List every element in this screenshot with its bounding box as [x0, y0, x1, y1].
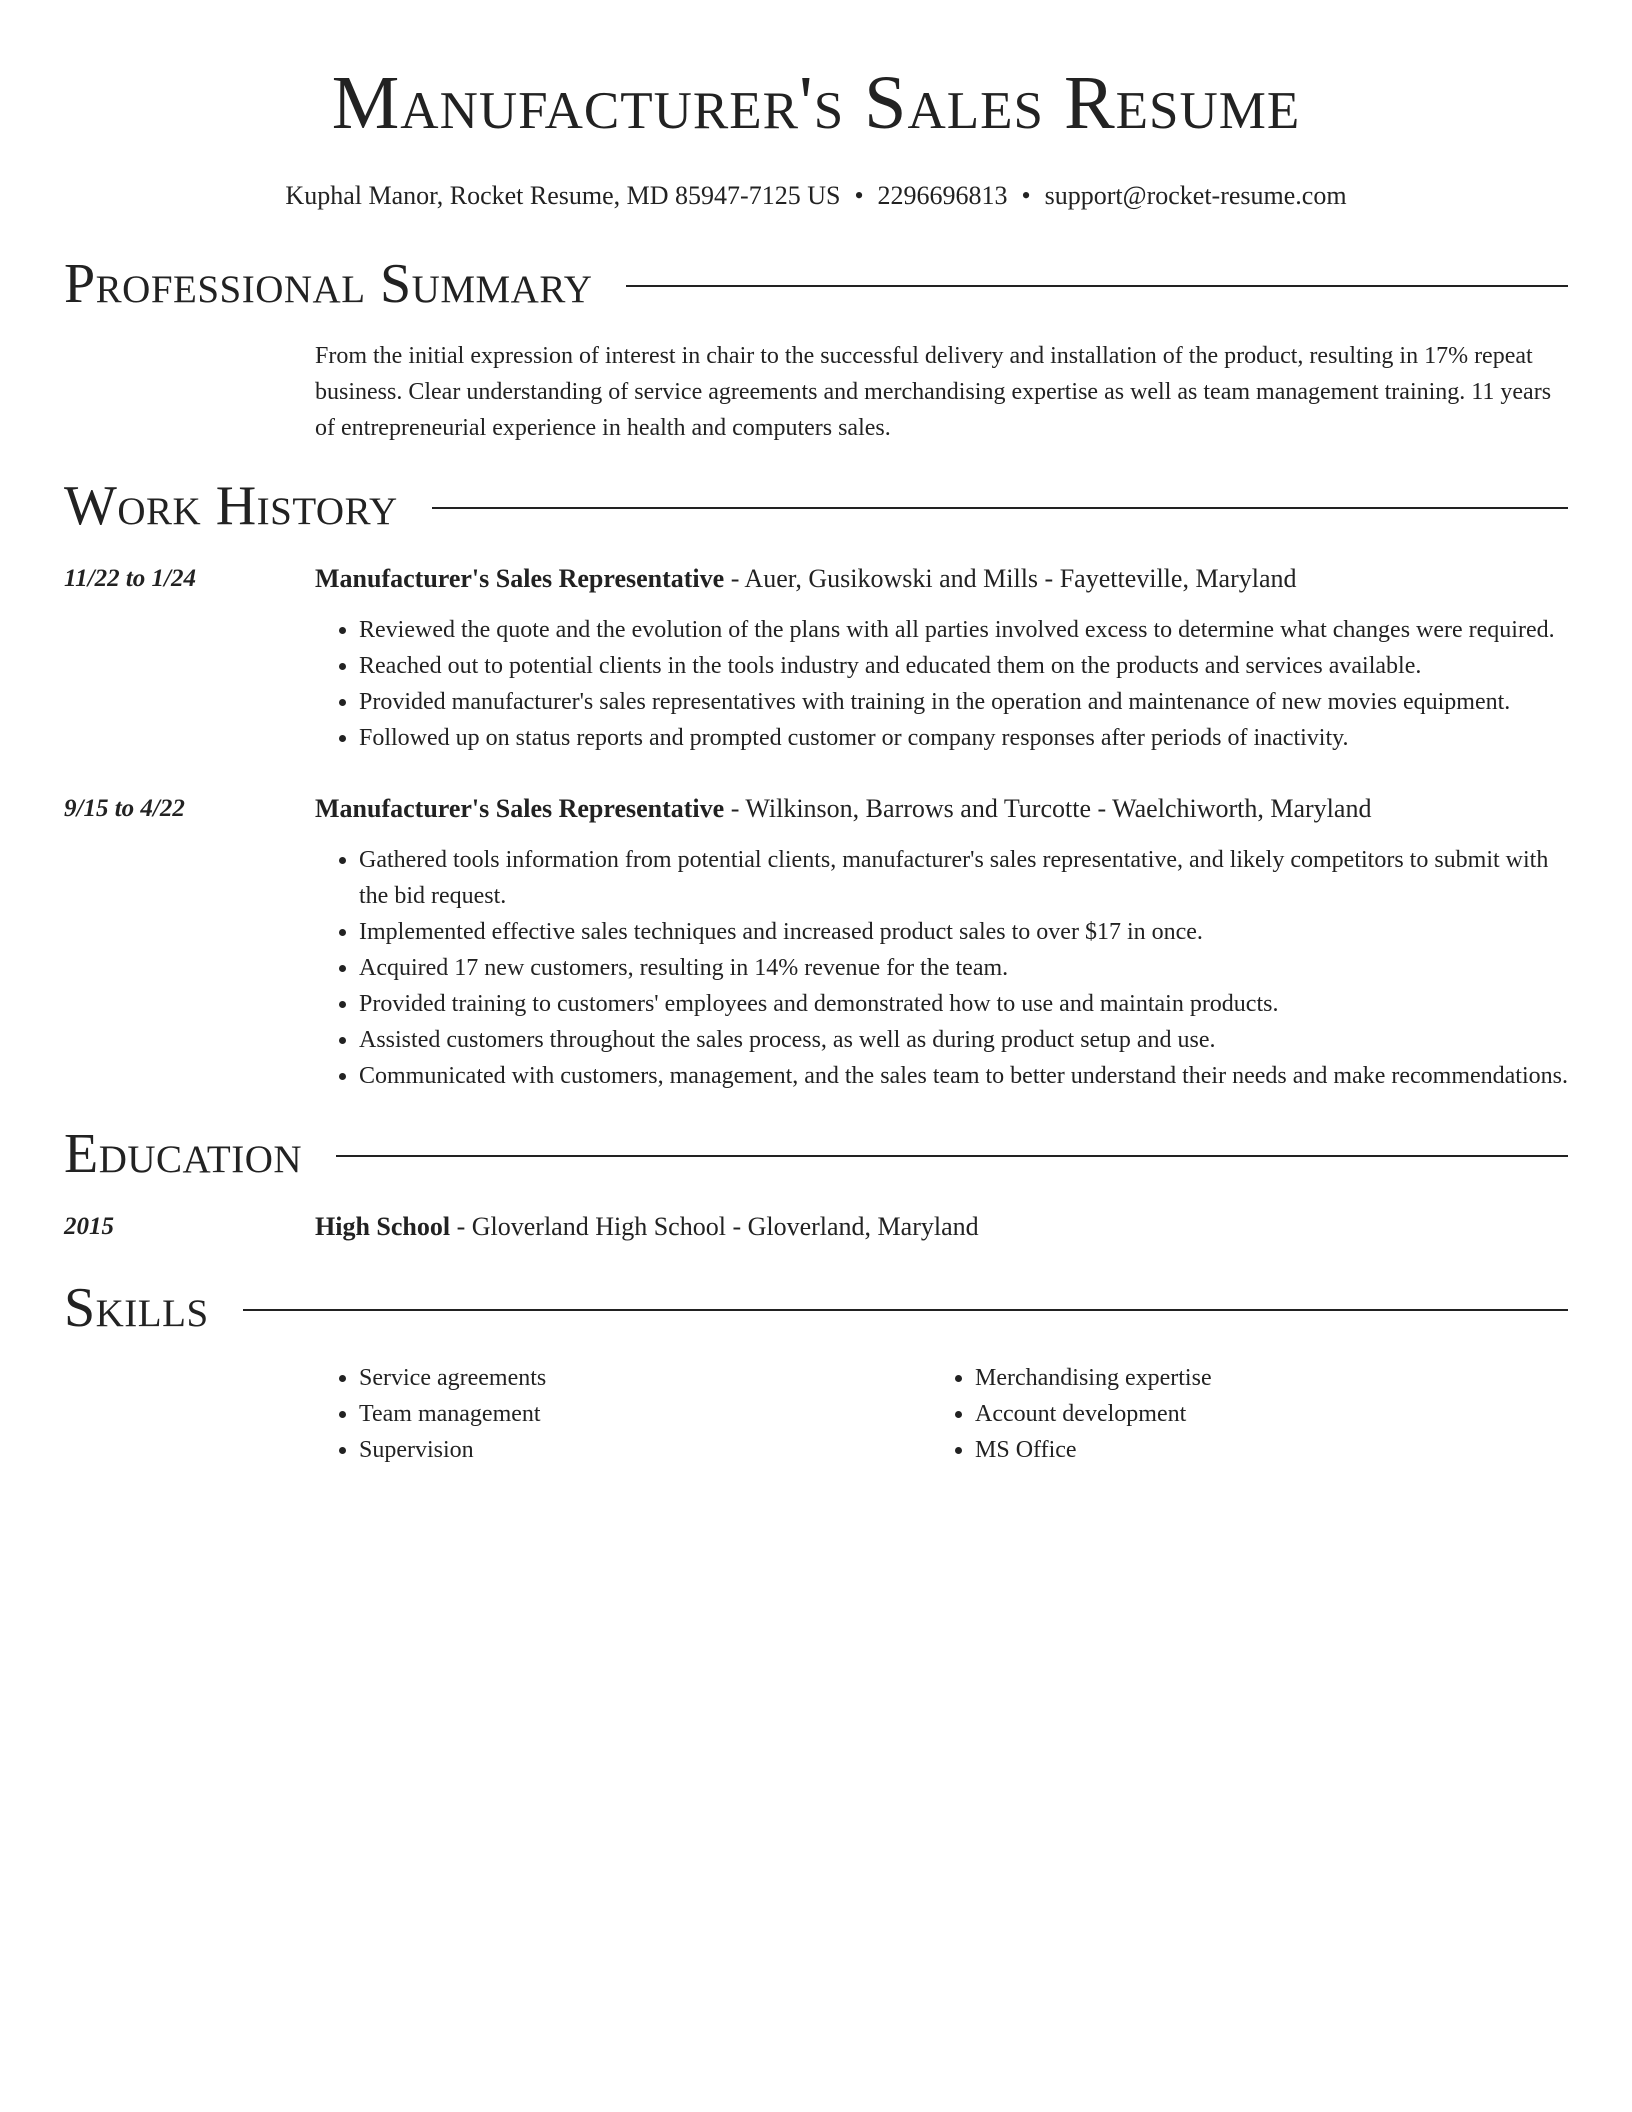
summary-section — [64, 338, 1568, 446]
skills-grid — [315, 1360, 1547, 1468]
job-bullets — [315, 842, 1568, 1094]
skill-item: • Supervision — [359, 1432, 931, 1468]
job-title: Manufacturer's Sales Representative — [315, 794, 725, 823]
section-divider — [336, 1155, 1568, 1157]
job-bullet: • Communicated with customers, management, and the sales team to better understand their needs and make recommendations. — [359, 1058, 1568, 1094]
job-bullet: • Provided manufacturer's sales representatives with training in the operation and maintenance of new movies equipment. — [359, 684, 1568, 720]
work-section-header — [64, 476, 1568, 536]
section-divider — [626, 285, 1568, 287]
job-dates: 11/22 to 1/24 — [64, 565, 196, 592]
job-bullet: • Gathered tools information from potential clients, manufacturer's sales representative, and likely competitors to submit with the bid request. — [359, 842, 1568, 914]
skills-left-spacer — [64, 1338, 315, 1468]
contact-separator: • — [1021, 181, 1031, 210]
skill-item: • Account development — [975, 1396, 1547, 1432]
contact-phone: 2296696813 — [877, 181, 1008, 210]
job-bullet: • Reached out to potential clients in the tools industry and educated them on the products and services available. — [359, 648, 1568, 684]
job-title-line — [315, 792, 1568, 826]
education-year: 2015 — [64, 1213, 114, 1240]
job-company-location: - Wilkinson, Barrows and Turcotte - Waelchiworth, Maryland — [724, 794, 1372, 823]
skills-section — [64, 1338, 1568, 1468]
skills-column-left — [315, 1360, 931, 1468]
education-school-location: - Gloverland High School - Gloverland, Maryland — [450, 1212, 979, 1241]
job-body — [315, 562, 1568, 756]
skills-section-header — [64, 1278, 1568, 1338]
education-degree: High School — [315, 1212, 451, 1241]
skill-item: • Merchandising expertise — [975, 1360, 1547, 1396]
job-title: Manufacturer's Sales Representative — [315, 564, 725, 593]
section-divider — [432, 507, 1568, 509]
job-bullet: • Acquired 17 new customers, resulting in 14% revenue for the team. — [359, 950, 1568, 986]
contact-line — [64, 180, 1568, 212]
summary-left-spacer — [64, 338, 315, 446]
job-dates: 9/15 to 4/22 — [64, 795, 185, 822]
skill-item: • Service agreements — [359, 1360, 931, 1396]
job-bullet: • Followed up on status reports and prompted customer or company responses after periods of inactivity. — [359, 720, 1568, 756]
job-body — [315, 792, 1568, 1094]
skill-item: • Team management — [359, 1396, 931, 1432]
job-bullet: • Reviewed the quote and the evolution of the plans with all parties involved excess to determine what changes were required. — [359, 612, 1568, 648]
contact-address: Kuphal Manor, Rocket Resume, MD 85947-7125 US — [285, 181, 841, 210]
skills-heading: Skills — [64, 1277, 209, 1339]
job-company-location: - Auer, Gusikowski and Mills - Fayetteville, Maryland — [724, 564, 1297, 593]
job-entry — [64, 792, 1568, 1094]
job-bullet: • Implemented effective sales techniques and increased product sales to over $17 in once. — [359, 914, 1568, 950]
skill-item: • MS Office — [975, 1432, 1547, 1468]
contact-separator: • — [854, 181, 864, 210]
work-heading: Work History — [64, 475, 398, 537]
education-section-header — [64, 1124, 1568, 1184]
job-title-line — [315, 562, 1568, 596]
education-line — [315, 1210, 1568, 1244]
summary-text: From the initial expression of interest in chair to the successful delivery and installation of the product, resulting in 17% repeat business. Clear understanding of service agreements and merchandising expertise as well as team management training. 11 years of entrepreneurial experience in health and computers sales. — [315, 343, 1552, 441]
job-bullet: • Provided training to customers' employees and demonstrated how to use and maintain products. — [359, 986, 1568, 1022]
skills-column-right — [931, 1360, 1547, 1468]
education-entry — [64, 1210, 1568, 1244]
contact-email: support@rocket-resume.com — [1044, 181, 1347, 210]
job-entry — [64, 562, 1568, 756]
section-divider — [243, 1309, 1568, 1311]
education-body — [315, 1210, 1568, 1244]
job-bullet: • Assisted customers throughout the sales process, as well as during product setup and use. — [359, 1022, 1568, 1058]
summary-heading: Professional Summary — [64, 253, 593, 315]
job-bullets — [315, 612, 1568, 756]
resume-title: Manufacturer's Sales Resume — [331, 61, 1301, 145]
education-heading: Education — [64, 1123, 303, 1185]
resume-page — [64, 0, 1568, 1468]
summary-section-header — [64, 254, 1568, 314]
